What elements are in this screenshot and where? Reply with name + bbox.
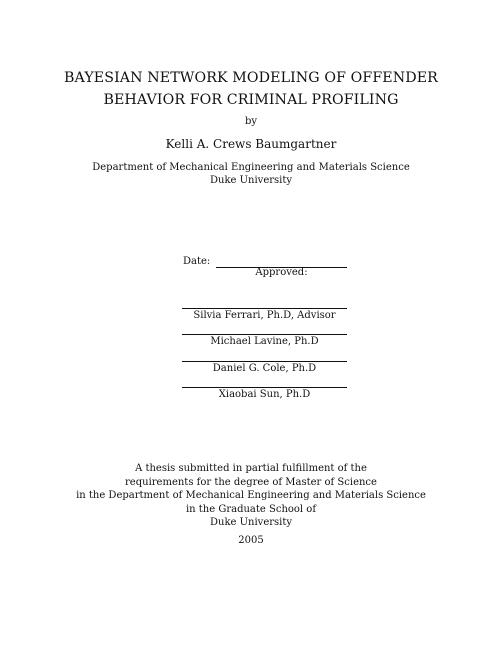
signature-line-advisor: [182, 308, 347, 309]
statement-line-3: in the Department of Mechanical Engineering and Materials Science: [76, 490, 426, 501]
date-label: Date:: [183, 256, 211, 267]
signature-line-member-3: [182, 361, 347, 362]
thesis-year: 2005: [238, 535, 264, 546]
committee-member-advisor: Silvia Ferrari, Ph.D, Advisor: [193, 310, 336, 321]
approved-label: Approved:: [255, 267, 308, 278]
statement-line-4: in the Graduate School of: [185, 504, 317, 515]
signature-line-member-2: [182, 334, 347, 335]
committee-member-2: Michael Lavine, Ph.D: [210, 336, 319, 347]
department-name: Department of Mechanical Engineering and Materials Science: [92, 162, 410, 173]
committee-member-3: Daniel G. Cole, Ph.D: [212, 363, 317, 374]
by-label: by: [244, 116, 258, 127]
university-name: Duke University: [209, 175, 293, 186]
thesis-title-line-2: BEHAVIOR FOR CRIMINAL PROFILING: [103, 92, 399, 108]
statement-line-2: requirements for the degree of Master of Science: [125, 477, 377, 488]
committee-member-4: Xiaobai Sun, Ph.D: [218, 389, 311, 400]
signature-line-member-4: [182, 387, 347, 388]
statement-line-1: A thesis submitted in partial fulfillment of the: [135, 463, 367, 474]
author-name: Kelli A. Crews Baumgartner: [165, 137, 337, 151]
statement-line-5: Duke University: [209, 517, 293, 528]
thesis-title-line-1: BAYESIAN NETWORK MODELING OF OFFENDER: [64, 70, 438, 86]
